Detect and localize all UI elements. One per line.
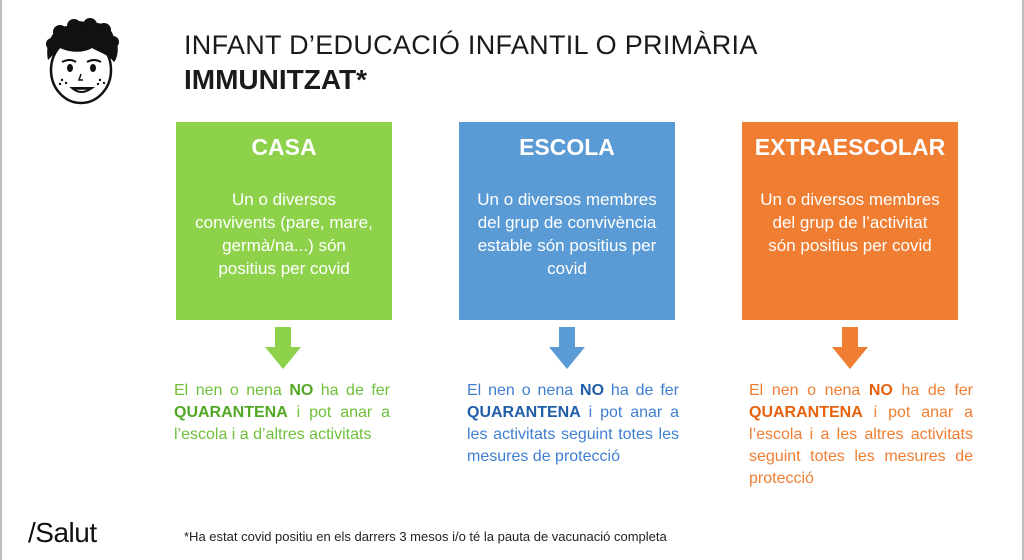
result-extraescolar xyxy=(749,380,973,490)
result-text: ha de fer xyxy=(313,382,390,399)
quarantine-label: QUARANTENA xyxy=(749,404,863,421)
result-text: ha de fer xyxy=(892,382,973,399)
result-escola xyxy=(467,380,679,468)
left-border xyxy=(0,0,2,560)
box-text: Un o diversos membres del grup de l’activitat són positius per covid xyxy=(760,190,940,255)
quarantine-label: QUARANTENA xyxy=(174,404,288,421)
no-label: NO xyxy=(289,382,314,399)
box-escola xyxy=(459,122,675,320)
box-text: Un o diversos convivents (pare, mare, germà/na...) són positius per covid xyxy=(195,190,373,278)
footnote: *Ha estat covid positiu en els darrers 3 mesos i/o té la pauta de vacunació completa xyxy=(184,529,667,544)
no-label: NO xyxy=(580,382,605,399)
child-face-icon xyxy=(38,18,124,106)
page-subtitle: IMMUNITZAT* xyxy=(184,64,367,95)
result-text: El nen o nena xyxy=(174,382,290,399)
quarantine-label: QUARANTENA xyxy=(467,404,581,421)
page-title: INFANT D’EDUCACIÓ INFANTIL O PRIMÀRIA xyxy=(184,30,758,60)
box-extraescolar xyxy=(742,122,958,320)
box-heading: ESCOLA xyxy=(519,134,615,160)
arrow-down-icon xyxy=(832,327,868,369)
salut-logo: /Salut xyxy=(28,517,97,548)
result-text: El nen o nena xyxy=(749,382,869,399)
result-text: i pot anar a l’escola i a les altres activitats seguint totes les mesures de protecció xyxy=(749,404,973,487)
no-label: NO xyxy=(868,382,893,399)
result-text: i pot anar a l’escola i a d’altres activitats xyxy=(174,404,390,443)
box-casa xyxy=(176,122,392,320)
result-text: ha de fer xyxy=(604,382,679,399)
box-text: Un o diversos membres del grup de convivència estable són positius per covid xyxy=(477,190,657,278)
arrow-down-icon xyxy=(549,327,585,369)
result-text: El nen o nena xyxy=(467,382,581,399)
result-text: i pot anar a les activitats seguint totes les mesures de protecció xyxy=(467,404,679,465)
arrow-down-icon xyxy=(265,327,301,369)
box-heading: CASA xyxy=(251,134,317,160)
result-casa xyxy=(174,380,390,446)
box-heading: EXTRAESCOLAR xyxy=(754,134,946,160)
